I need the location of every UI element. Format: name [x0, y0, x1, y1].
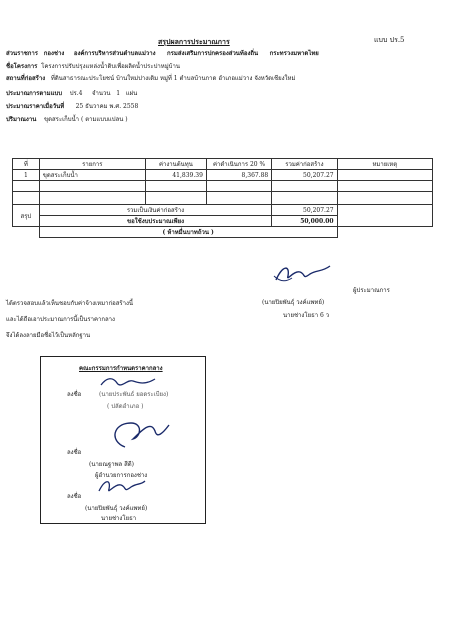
- committee-box: [40, 356, 206, 524]
- estimator-title: นายช่างโยธา 6 ว: [283, 312, 330, 319]
- budget-words-row: [13, 227, 433, 238]
- budget-words: ( ห้าหมื่นบาทถ้วน ): [39, 227, 337, 238]
- member-3-signature: [95, 477, 147, 495]
- member-1-role: ( ปลัดอำเภอ ): [107, 403, 144, 410]
- form-line: ประมาณการตามแบบ ปร.4 จำนวน 1 แผ่น: [6, 90, 138, 97]
- location-line: สถานที่ก่อสร้าง ที่ดินสาธารณะประโยชน์ บ้านใหม่ปางเดิม หมู่ที่ 1 ตำบลบ้านกาด อำเภอแม่วาง จังหวัดเชียงใหม่: [6, 75, 296, 82]
- member-2-signature: [107, 417, 171, 453]
- summary-label: สรุป: [13, 205, 40, 227]
- scope-line: ปริมาณงาน ขุดสระเก็บน้ำ ( ตามแบบแปลน ): [6, 116, 128, 123]
- cost-table: [12, 158, 433, 238]
- review-note-1: ได้ตรวจสอบแล้วเห็นชอบกับค่าจ้างเหมาก่อสร้างนี้: [6, 300, 133, 307]
- row-no: 1: [13, 170, 40, 181]
- member-2-role: ผู้อำนวยการกองช่าง: [95, 472, 148, 479]
- summary-row: [13, 205, 433, 216]
- row-cost: 41,839.39: [145, 170, 206, 181]
- sum-value: 50,207.27: [272, 205, 337, 216]
- table-empty-row: [13, 181, 433, 192]
- estimator-role: ผู้ประมาณการ: [353, 287, 390, 294]
- estimator-name: (นายปิยพันธุ์ วงค์แพทย์): [262, 299, 325, 306]
- committee-title: คณะกรรมการกำหนดราคากลาง: [79, 365, 163, 372]
- header-total: รวมค่าก่อสร้าง: [272, 159, 337, 170]
- header-item: รายการ: [39, 159, 145, 170]
- page-title: สรุปผลการประมาณการ: [158, 37, 230, 46]
- budget-label: ขอใช้งบประมาณเพียง: [39, 216, 271, 227]
- header-no: ที่: [13, 159, 40, 170]
- member-2-name: (นายณฐาพล สีดี): [89, 461, 135, 468]
- member-3-name: (นายปิยพันธุ์ วงค์แพทย์): [85, 505, 148, 512]
- agency-line: ส่วนราชการ กองช่าง องค์การบริหารส่วนตำบลแม่วาง กรมส่งเสริมการปกครองส่วนท้องถิ่น กระทรวงมหาดไทย: [6, 50, 319, 57]
- header-note: หมายเหตุ: [337, 159, 432, 170]
- form-code: แบบ ปร.5: [374, 36, 405, 44]
- sum-label: รวมเป็นเงินค่าก่อสร้าง: [39, 205, 271, 216]
- row-item: ขุดสระเก็บน้ำ: [39, 170, 145, 181]
- member-1-signature: [99, 375, 159, 391]
- date-line: ประมาณราคาเมื่อวันที่ 25 ธันวาคม พ.ศ. 2558: [6, 103, 139, 110]
- header-fee: ค่าดำเนินการ 20 %: [206, 159, 271, 170]
- project-line: ชื่อโครงการ โครงการปรับปรุงแหล่งน้ำดิบเพื่อผลิตน้ำประปาหมู่บ้าน: [6, 63, 180, 70]
- member-3-sign-label: ลงชื่อ: [67, 493, 82, 500]
- budget-value: 50,000.00: [272, 216, 337, 227]
- review-note-2: และได้ถือเอาประมาณการนี้เป็นราคากลาง: [6, 316, 115, 323]
- table-header-row: [13, 159, 433, 170]
- row-fee: 8,367.88: [206, 170, 271, 181]
- member-1-name: (นายประพันธ์ ยอดระเบียง): [99, 391, 169, 398]
- review-note-3: จึงได้ลงลายมือชื่อไว้เป็นหลักฐาน: [6, 332, 91, 339]
- header-cost: ค่างานต้นทุน: [145, 159, 206, 170]
- row-total: 50,207.27: [272, 170, 337, 181]
- row-note: [337, 170, 432, 181]
- table-spacer-row: [13, 192, 433, 205]
- member-2-sign-label: ลงชื่อ: [67, 449, 82, 456]
- member-3-role: นายช่างโยธา: [101, 515, 137, 522]
- member-1-sign-label: ลงชื่อ: [67, 391, 82, 398]
- table-row: [13, 170, 433, 181]
- estimator-signature: [272, 262, 334, 284]
